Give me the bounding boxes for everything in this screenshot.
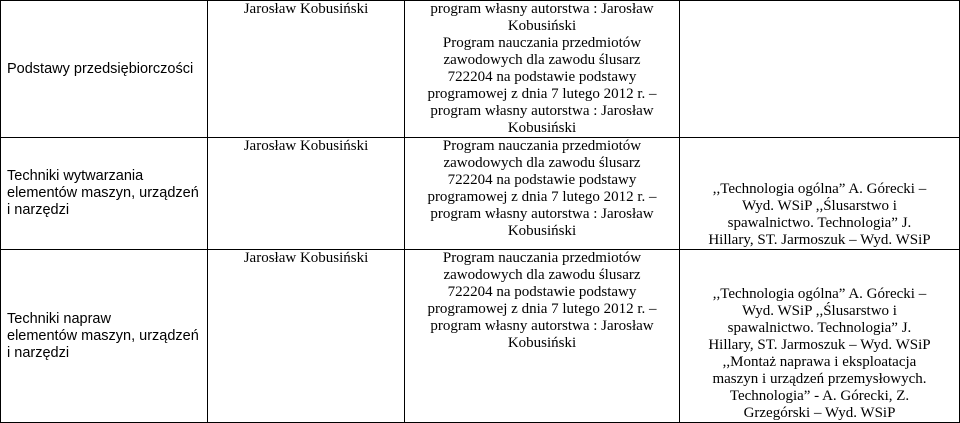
author-cell: Jarosław Kobusiński [208, 138, 405, 250]
literature-cell [680, 1, 960, 138]
text-line: Hillary, ST. Jarmoszuk – Wyd. WSiP [708, 337, 931, 353]
text-line: ,,Technologia ogólna” A. Górecki – [712, 286, 927, 302]
text-line: programowej z dnia 7 lutego 2012 r. – [427, 86, 657, 102]
text-line: spawalnictwo. Technologia” J. [727, 215, 912, 231]
program-cell [405, 250, 680, 423]
text-line: program własny autorstwa : Jarosław [430, 103, 654, 119]
text-line: Program nauczania przedmiotów [442, 35, 642, 51]
text-line: 722204 na podstawie podstawy [447, 69, 637, 85]
text-line: Program nauczania przedmiotów [442, 138, 642, 154]
subject-cell [1, 138, 208, 250]
text-line: elementów maszyn, urządzeń [7, 327, 199, 344]
text-line: programowej z dnia 7 lutego 2012 r. – [427, 301, 657, 317]
text-line: elementów maszyn, urządzeń [7, 185, 199, 201]
text-line: zawodowych dla zawodu ślusarz [443, 267, 641, 283]
literature-cell [680, 138, 960, 250]
text-line: Kobusiński [507, 335, 577, 351]
text-line: ,,Montaż naprawa i eksploatacja [722, 354, 917, 370]
table-row [1, 1, 960, 138]
text-line: programowej z dnia 7 lutego 2012 r. – [427, 189, 657, 205]
text-line: Wyd. WSiP ,,Ślusarstwo i [742, 303, 897, 319]
text-line: zawodowych dla zawodu ślusarz [443, 155, 641, 171]
text-line: Technologia” - A. Górecki, Z. [729, 388, 910, 404]
text-line: spawalnictwo. Technologia” J. [727, 320, 912, 336]
text-line: i narzędzi [7, 344, 70, 361]
text-line: Kobusiński [507, 18, 577, 34]
text-line: 722204 na podstawie podstawy [447, 172, 637, 188]
table-row [1, 250, 960, 423]
program-cell [405, 1, 680, 138]
table-row [1, 138, 960, 250]
author-cell: Jarosław Kobusiński [208, 1, 405, 138]
subject-cell [1, 1, 208, 138]
text-line: Kobusiński [507, 223, 577, 239]
text-line: program własny autorstwa : Jarosław [430, 206, 654, 222]
text-line: Hillary, ST. Jarmoszuk – Wyd. WSiP [708, 232, 931, 248]
subject-cell [1, 250, 208, 423]
text-line: maszyn i urządzeń przemysłowych. [712, 371, 927, 387]
text-line: Techniki wytwarzania [7, 168, 144, 184]
text-line: ,,Technologia ogólna” A. Górecki – [712, 181, 927, 197]
text-line: Techniki napraw [7, 310, 111, 327]
text-line: Program nauczania przedmiotów [442, 250, 642, 266]
literature-cell [680, 250, 960, 423]
text-line: program własny autorstwa : Jarosław [430, 1, 654, 17]
text-line: 722204 na podstawie podstawy [447, 284, 637, 300]
text-line: i narzędzi [7, 202, 70, 218]
text-line: zawodowych dla zawodu ślusarz [443, 52, 641, 68]
text-line: Grzegórski – Wyd. WSiP [743, 405, 896, 421]
text-line: Podstawy przedsiębiorczości [7, 60, 194, 77]
text-line: Kobusiński [507, 120, 577, 136]
program-cell [405, 138, 680, 250]
text-line: Wyd. WSiP ,,Ślusarstwo i [742, 198, 897, 214]
text-line: program własny autorstwa : Jarosław [430, 318, 654, 334]
author-cell: Jarosław Kobusiński [208, 250, 405, 423]
